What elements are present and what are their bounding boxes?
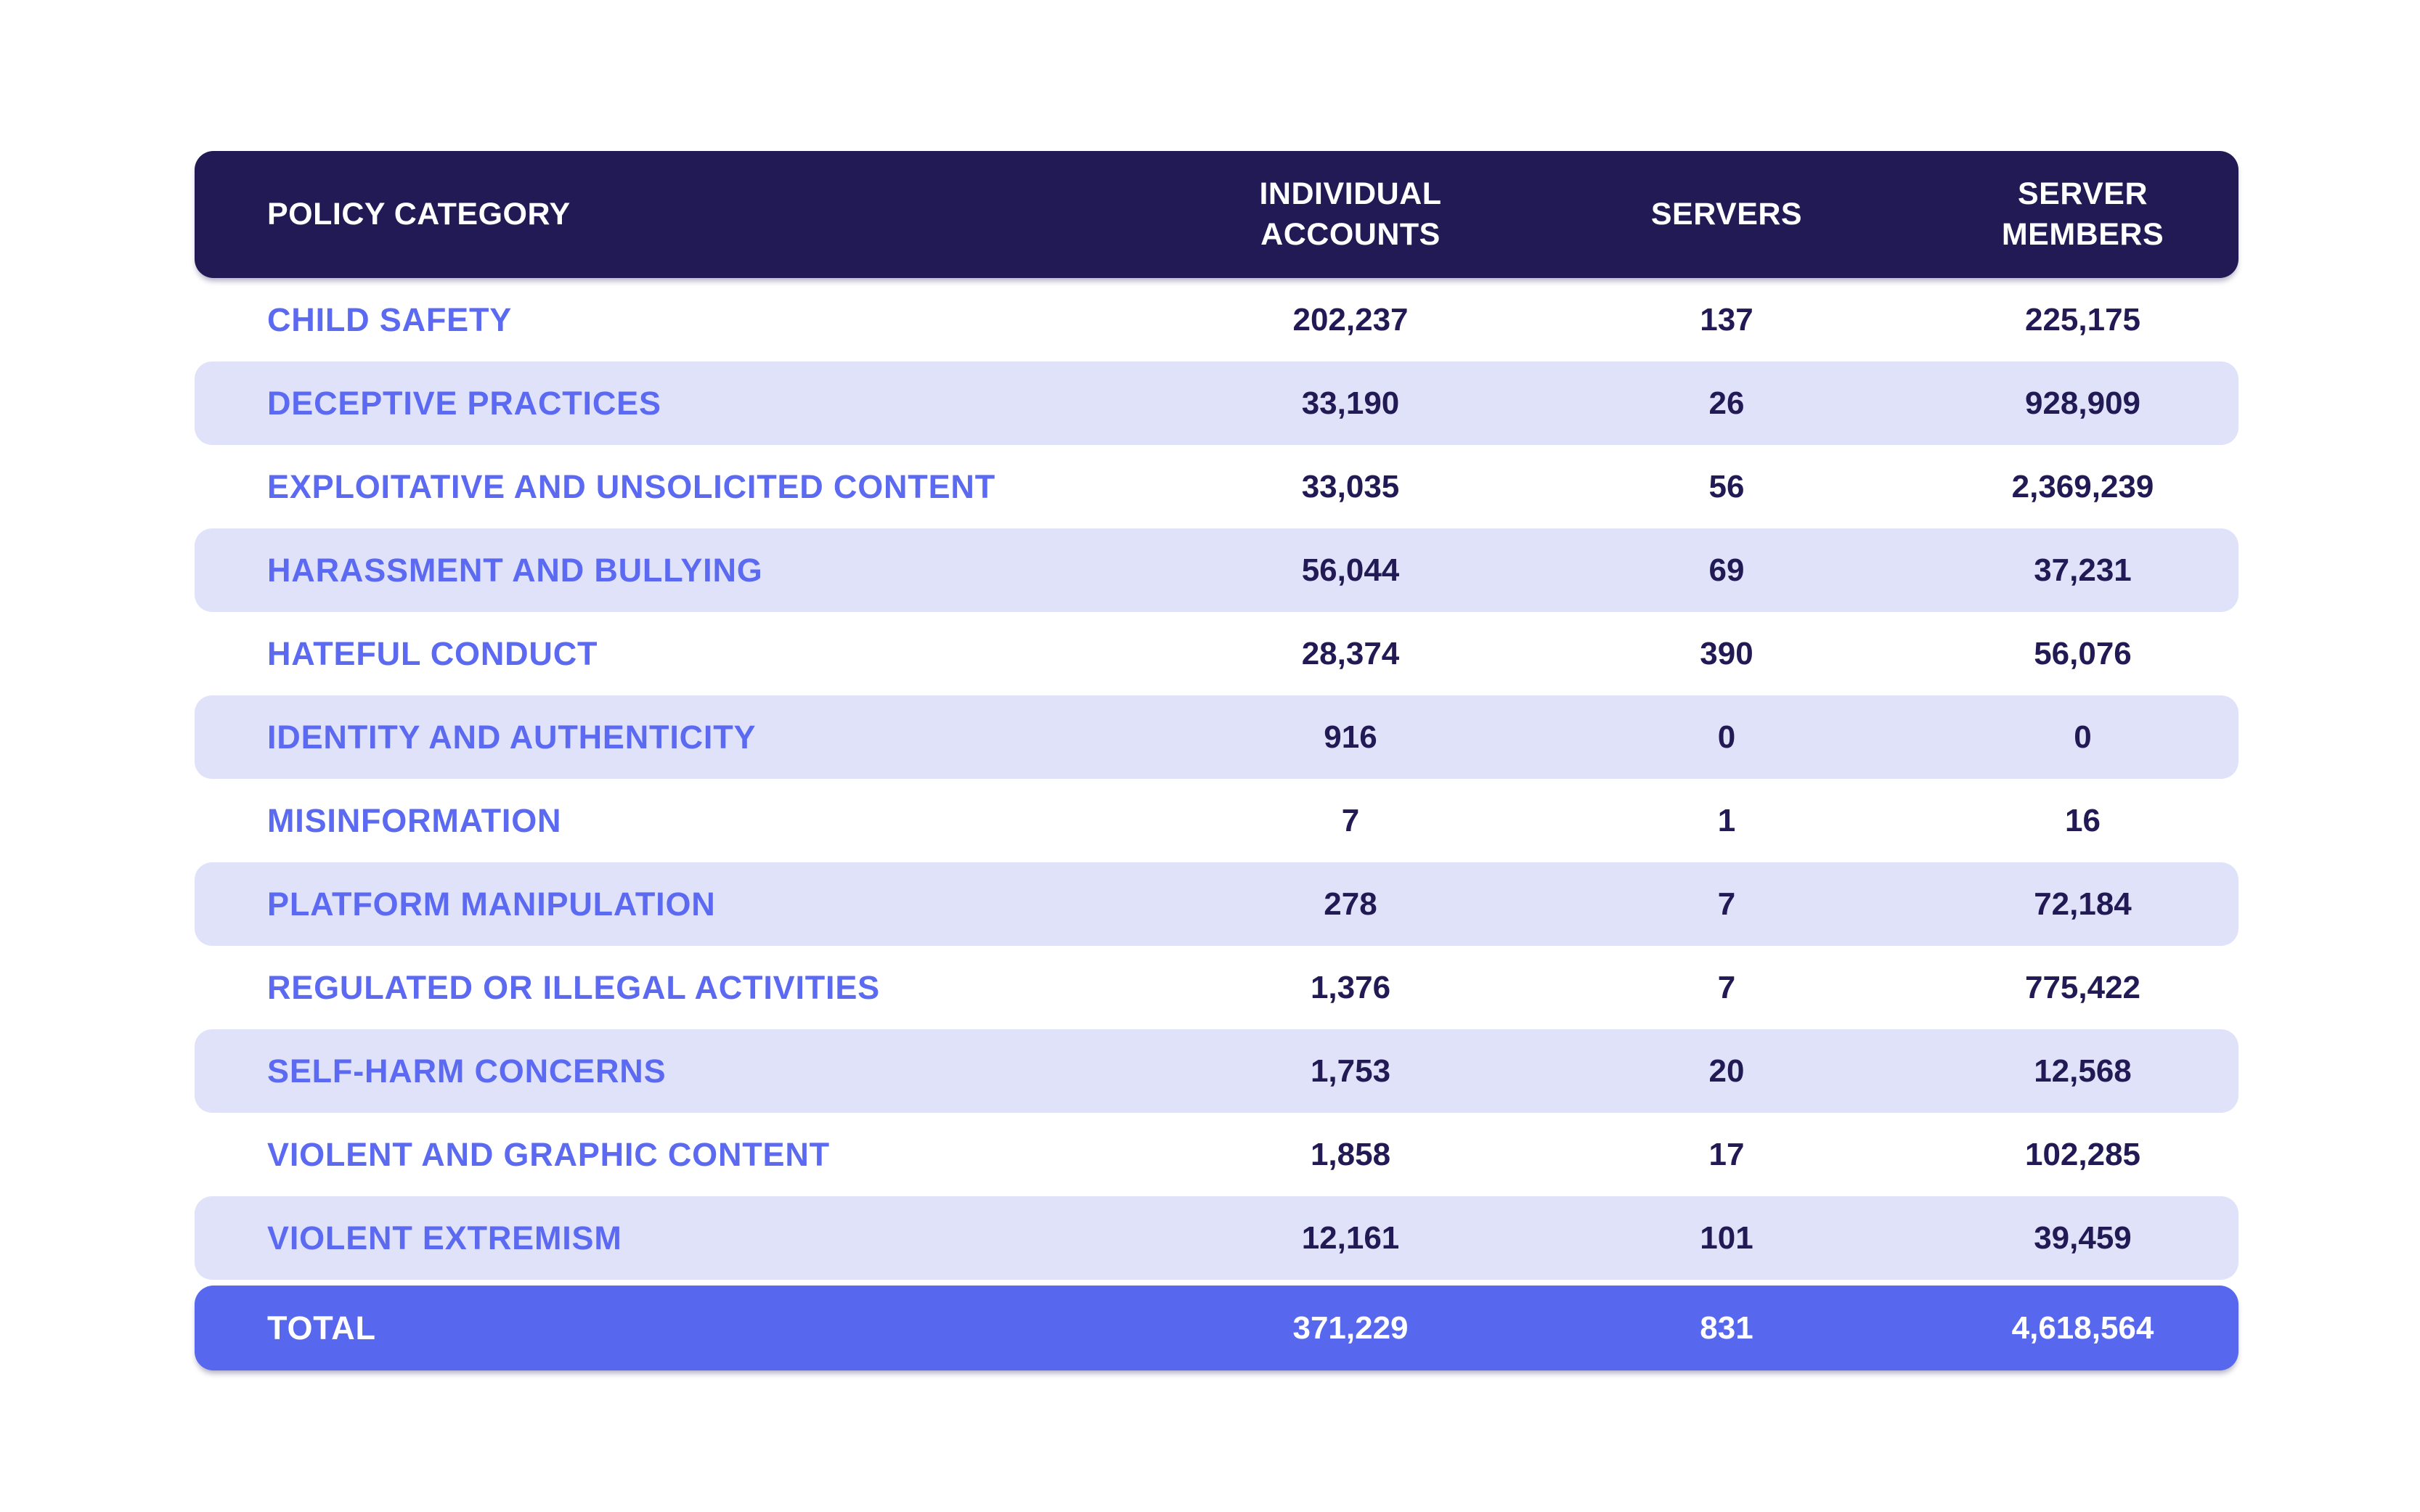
server-members-cell: 928,909 (2024, 385, 2141, 421)
table-row (195, 445, 2238, 528)
individual-accounts-cell: 33,190 (1301, 385, 1400, 421)
policy-category-cell: HATEFUL CONDUCT (267, 634, 598, 672)
policy-category-cell: PLATFORM MANIPULATION (267, 885, 716, 923)
server-members-cell: 72,184 (2034, 886, 2132, 922)
individual-accounts-cell: 1,858 (1310, 1136, 1391, 1172)
header-policy-category: POLICY CATEGORY (267, 196, 571, 232)
policy-category-cell: VIOLENT EXTREMISM (267, 1219, 622, 1256)
table-row (195, 1196, 2238, 1280)
server-members-cell: 56,076 (2034, 635, 2132, 671)
servers-cell: 20 (1708, 1053, 1745, 1089)
server-members-cell: 0 (2074, 719, 2092, 755)
policy-category-cell: VIOLENT AND GRAPHIC CONTENT (267, 1135, 830, 1173)
total-label: TOTAL (267, 1309, 376, 1347)
policy-category-cell: IDENTITY AND AUTHENTICITY (267, 718, 757, 756)
server-members-cell: 225,175 (2024, 301, 2141, 338)
individual-accounts-cell: 1,376 (1310, 969, 1391, 1005)
table-row (195, 862, 2238, 946)
individual-accounts-cell: 278 (1324, 886, 1377, 922)
individual-accounts-cell: 33,035 (1301, 468, 1400, 504)
individual-accounts-cell: 12,161 (1301, 1219, 1400, 1256)
header-servers-label: SERVERS (1650, 196, 1803, 232)
individual-accounts-cell: 1,753 (1310, 1053, 1391, 1089)
header-server-members (1927, 174, 2238, 254)
policy-category-cell: REGULATED OR ILLEGAL ACTIVITIES (267, 968, 880, 1006)
table-row (195, 361, 2238, 445)
table-row (195, 1029, 2238, 1113)
header-servers (1599, 195, 1927, 234)
servers-cell: 101 (1700, 1219, 1753, 1256)
servers-cell: 390 (1700, 635, 1753, 671)
header-individual-accounts-label: INDIVIDUAL ACCOUNTS (1259, 176, 1442, 252)
servers-cell: 56 (1708, 468, 1745, 504)
servers-cell: 137 (1700, 301, 1753, 338)
table-body (195, 278, 2238, 1280)
servers-cell: 1 (1717, 802, 1736, 838)
table-row (195, 779, 2238, 862)
individual-accounts-cell: 7 (1341, 802, 1360, 838)
server-members-cell: 775,422 (2024, 969, 2141, 1005)
individual-accounts-cell: 56,044 (1301, 552, 1400, 588)
servers-cell: 0 (1717, 719, 1736, 755)
table-row (195, 1113, 2238, 1196)
table-row (195, 946, 2238, 1029)
table-header-row (195, 151, 2238, 278)
header-individual-accounts (1102, 174, 1599, 254)
servers-cell: 17 (1708, 1136, 1745, 1172)
header-server-members-label: SERVER MEMBERS (2001, 176, 2164, 252)
policy-category-cell: MISINFORMATION (267, 801, 562, 839)
individual-accounts-cell: 916 (1324, 719, 1377, 755)
policy-category-cell: HARASSMENT AND BULLYING (267, 551, 763, 589)
servers-cell: 7 (1717, 969, 1736, 1005)
server-members-cell: 12,568 (2034, 1053, 2132, 1089)
policy-category-cell: DECEPTIVE PRACTICES (267, 384, 661, 422)
total-server-members: 4,618,564 (2011, 1309, 2154, 1346)
table-total-row (195, 1286, 2238, 1370)
total-individual-accounts: 371,229 (1292, 1309, 1409, 1346)
servers-cell: 7 (1717, 886, 1736, 922)
servers-cell: 26 (1708, 385, 1745, 421)
individual-accounts-cell: 202,237 (1292, 301, 1409, 338)
policy-category-cell: CHILD SAFETY (267, 301, 513, 338)
table-row (195, 695, 2238, 779)
individual-accounts-cell: 28,374 (1301, 635, 1400, 671)
server-members-cell: 2,369,239 (2011, 468, 2154, 504)
total-servers: 831 (1700, 1309, 1753, 1346)
server-members-cell: 39,459 (2034, 1219, 2132, 1256)
server-members-cell: 102,285 (2024, 1136, 2141, 1172)
policy-enforcement-table (195, 151, 2238, 1370)
policy-category-cell: EXPLOITATIVE AND UNSOLICITED CONTENT (267, 467, 995, 505)
policy-category-cell: SELF-HARM CONCERNS (267, 1052, 667, 1090)
table-row (195, 278, 2238, 361)
server-members-cell: 16 (2065, 802, 2101, 838)
servers-cell: 69 (1708, 552, 1745, 588)
table-row (195, 528, 2238, 612)
table-row (195, 612, 2238, 695)
server-members-cell: 37,231 (2034, 552, 2132, 588)
